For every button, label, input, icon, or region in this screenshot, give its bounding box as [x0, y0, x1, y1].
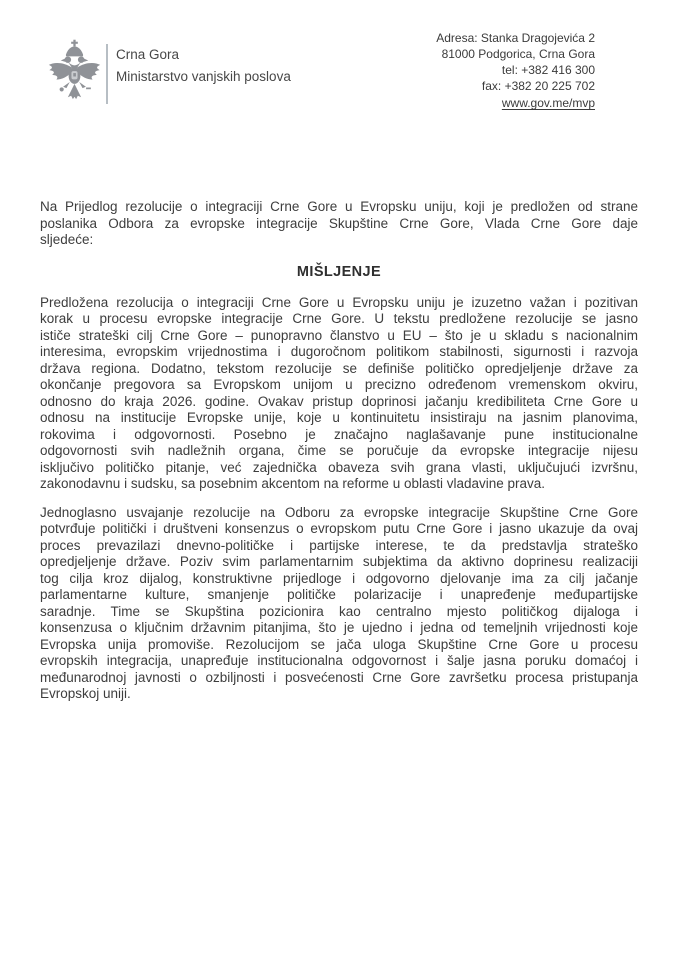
text-line: zakonodavnu i sudsku, sa posebnim akcentom na reforme u oblasti vladavine prava. [40, 476, 546, 491]
text-line: Predložena rezolucija o integraciji Crne Gore u Evropsku uniju je izuzetno važan i pozitivan [40, 294, 638, 310]
address-tel: tel: +382 416 300 [501, 63, 595, 77]
address-fax: fax: +382 20 225 702 [481, 79, 595, 93]
text-line: konsenzusa o ključnim državnim pitanjima, što je ujedno i jedna od temeljnih vrijednosti koje [40, 620, 638, 635]
text-line: ističe strateški cilj Crne Gore – punopravno članstvo u EU – što je u skladu s nacionalnim [40, 327, 638, 343]
text-line: proces prevazilazi dnevno-političke i partijske interese, te da predstavlja strateško [40, 537, 638, 553]
text-line: odgovornosti svih nadležnih organa, čime se poručuje da evropske integracije nijesu [40, 443, 638, 458]
text-line: odnosno do kraja 2026. godine. Ovakav pristup doprinosi jačanju kredibiliteta Crne Gore u [40, 393, 638, 409]
website-link: www.gov.me/mvp [501, 96, 595, 110]
text-line: evropskih integracija, unapređuje institucionalna odgovornost i šalje jasna poruku domaćoj i [40, 653, 638, 668]
text-line: tog cilja kroz dijalog, konstruktivne prijedloge i odgovorno djelovanje ima za cilj jačanje [40, 570, 638, 586]
text-line: Evropska unija promoviše. Rezolucijom se jača uloga Skupštine Crne Gore u procesu [40, 636, 638, 652]
text-line: parlamentarne kulture, smanjenje političke polarizacije i unapređenje međupartijske [40, 587, 638, 602]
text-line: Evropskoj uniji. [40, 686, 131, 701]
header-divider [106, 44, 108, 104]
org-block [116, 44, 291, 87]
intro-paragraph [40, 199, 638, 249]
opinion-heading: MIŠLJENJE [296, 263, 382, 280]
text-line: Na Prijedlog rezolucije o integraciji Crne Gore u Evropsku uniju, koji je predložen od strane [40, 199, 638, 214]
text-line: rokovima i odgovornosti. Posebno je značajno naglašavanje pune institucionalne [40, 426, 638, 442]
text-line: međunarodnoj javnosti o ozbiljnosti i posvećenosti Crne Gore završetku procesa pristupanja [40, 669, 638, 685]
text-line: sljedeće: [40, 232, 94, 247]
document-body [40, 199, 638, 703]
text-line: odnosu na institucije Evropske unije, koje u kontinuitetu insistiraju na jasnim planovima, [40, 410, 638, 425]
address-city: 81000 Podgorica, Crna Gora [441, 47, 595, 61]
text-line: država regiona. Dodatno, tekstom rezolucije se definiše političko opredjeljenje države za [40, 360, 638, 376]
org-ministry: Ministarstvo vanjskih poslova [116, 68, 291, 84]
text-line: okončanje pregovora sa Evropskom unijom u precizno određenom vremenskom okviru, [40, 377, 638, 392]
text-line: poslanika Odbora za evropske integracije Skupštine Crne Gore, Vlada Crne Gore daje [40, 215, 638, 231]
coat-of-arms-icon [46, 39, 103, 106]
address-block [436, 30, 595, 111]
text-line: interesima, evropskim vrijednostima i dugoročnom politikom stabilnosti, sigurnosti i razvoja [40, 344, 638, 359]
opinion-paragraph [40, 295, 638, 493]
org-country: Crna Gora [116, 47, 180, 62]
text-line: opredjeljenje države. Poziv svim parlamentarnim subjektima da aktivno doprinesu realizaciji [40, 554, 638, 569]
text-line: Jednoglasno usvajanje rezolucije na Odboru za evropske integracije Skupštine Crne Gore [40, 504, 638, 520]
text-line: potvrđuje politički i društveni konsenzus o evropskom putu Crne Gore i jasno ukazuje da ovaj [40, 521, 638, 536]
text-line: korak u procesu evropske integracije Crne Gore. U tekstu predložene rezolucije se jasno [40, 311, 638, 326]
text-line: isključivo političko pitanje, već zajednička obaveza svih grana vlasti, uključujući izvršnu, [40, 459, 638, 475]
address-street: Adresa: Stanka Dragojevića 2 [436, 31, 595, 45]
closing-paragraph [40, 505, 638, 703]
text-line: saradnje. Time se Skupština pozicionira kao centralno mjesto političkog dijaloga i [40, 603, 638, 619]
